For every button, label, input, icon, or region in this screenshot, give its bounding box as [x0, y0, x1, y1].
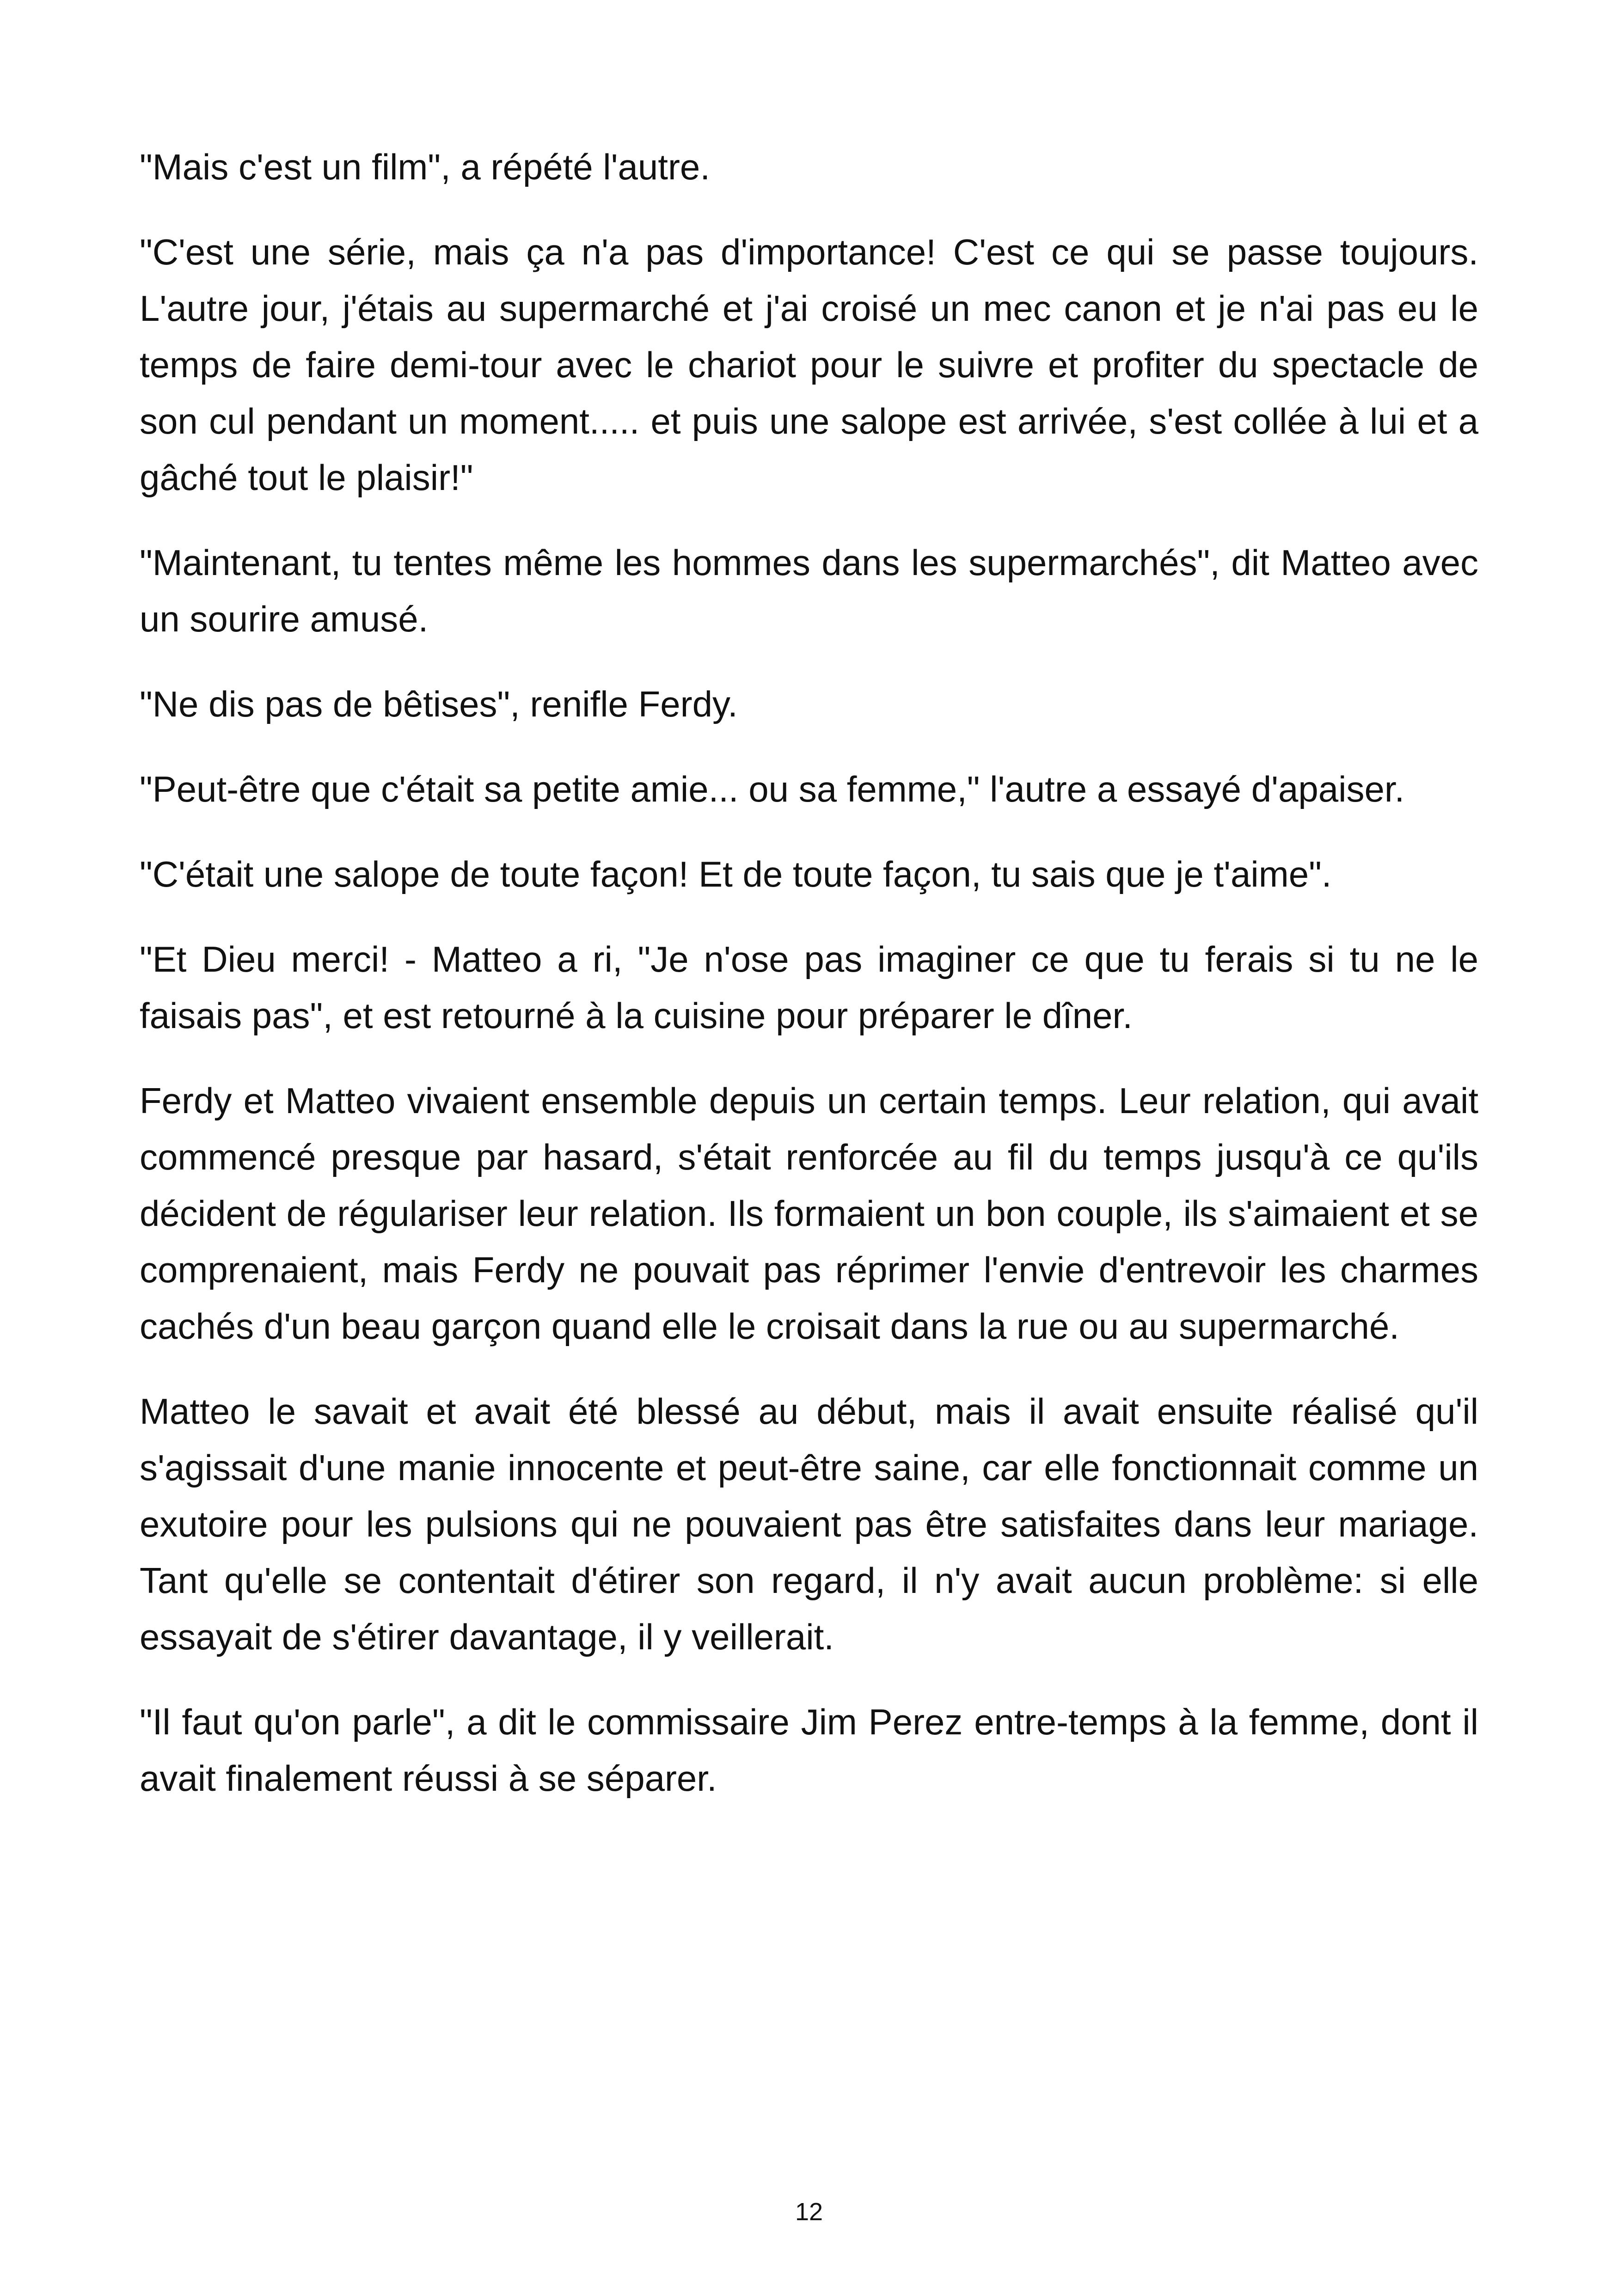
page-number: 12	[795, 2198, 823, 2226]
body-text	[140, 139, 1478, 1835]
paragraph: Matteo le savait et avait été blessé au début, mais il avait ensuite réalisé qu'il s'agissait d'une manie innocente et peut-être saine, car elle fonctionnait comme un exutoire pour les pulsions qui ne pouvaient pas être satisfaites dans leur mariage. Tant qu'elle se contentait d'étirer son regard, il n'y avait aucun problème: si elle essayait de s'étirer davantage, il y veillerait.	[140, 1391, 1478, 1657]
paragraph: "Peut-être que c'était sa petite amie... ou sa femme," l'autre a essayé d'apaiser.	[140, 769, 1405, 809]
paragraph: Ferdy et Matteo vivaient ensemble depuis un certain temps. Leur relation, qui avait commencé presque par hasard, s'était renforcée au fil du temps jusqu'à ce qu'ils décident de régulariser leur relation. Ils formaient un bon couple, ils s'aimaient et se comprenaient, mais Ferdy ne pouvait pas réprimer l'envie d'entrevoir les charmes cachés d'un beau garçon quand elle le croisait dans la rue ou au supermarché.	[140, 1080, 1478, 1347]
paragraph: "Et Dieu merci! - Matteo a ri, "Je n'ose pas imaginer ce que tu ferais si tu ne le faisais pas", et est retourné à la cuisine pour préparer le dîner.	[140, 939, 1478, 1036]
paragraph: "Ne dis pas de bêtises", renifle Ferdy.	[140, 684, 738, 724]
paragraph: "C'était une salope de toute façon! Et de toute façon, tu sais que je t'aime".	[140, 854, 1332, 894]
paragraph: "Il faut qu'on parle", a dit le commissaire Jim Perez entre-temps à la femme, dont il avait finalement réussi à se séparer.	[140, 1702, 1478, 1799]
paragraph: "Maintenant, tu tentes même les hommes dans les supermarchés", dit Matteo avec un sourire amusé.	[140, 542, 1478, 639]
paragraph: "C'est une série, mais ça n'a pas d'importance! C'est ce qui se passe toujours. L'autre jour, j'étais au supermarché et j'ai croisé un mec canon et je n'ai pas eu le temps de faire demi-tour avec le chariot pour le suivre et profiter du spectacle de son cul pendant un moment..... et puis une salope est arrivée, s'est collée à lui et a gâché tout le plaisir!"	[140, 232, 1478, 498]
paragraph: "Mais c'est un film", a répété l'autre.	[140, 147, 710, 187]
